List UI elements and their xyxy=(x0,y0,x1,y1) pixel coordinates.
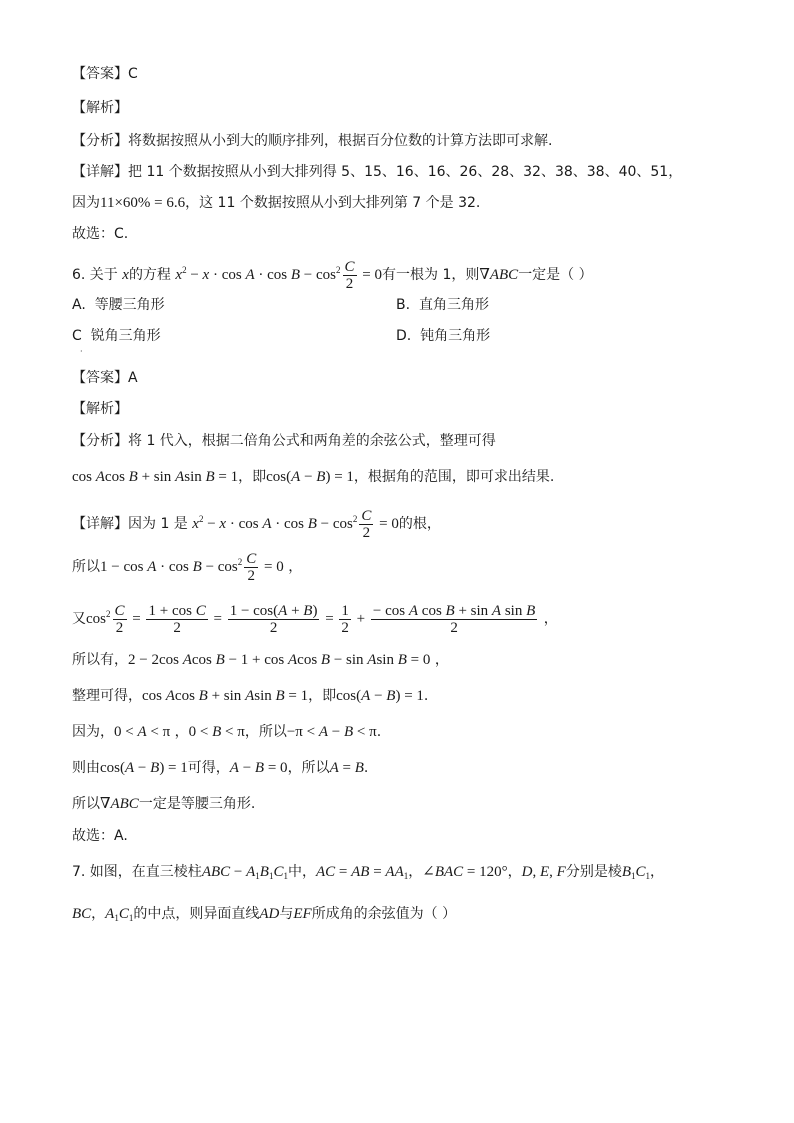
q6-analysis-title: 【解析】 xyxy=(72,401,128,417)
xj7-mid: 可得， xyxy=(187,760,230,776)
xiangjie-text: 把 11 个数据按照从小到大排列得 5、15、16、16、26、28、32、38、38、40、51， xyxy=(128,164,683,180)
fenxi2-mid: ，即 xyxy=(238,469,267,485)
q6-xj-line6: 因为，0 < A < π ，0 < B < π，所以−π < A − B < π. xyxy=(72,724,382,740)
q6-xj-line2: 所以$1 - \cos A \cdot \cos B - \cos^2$ $\frac{C}{2}$ = 0 ， xyxy=(72,551,303,584)
q6-xj-line8 xyxy=(72,794,255,814)
answer-value: A xyxy=(128,370,138,386)
option-d xyxy=(396,326,490,346)
option-d-label: D. xyxy=(396,328,412,344)
option-a-label: A. xyxy=(72,297,86,313)
xj1-pre: 因为 1 是 xyxy=(128,515,188,532)
option-a-text: 等腰三角形 xyxy=(94,297,165,313)
xj7-mid2: ，所以 xyxy=(287,760,330,776)
xj7-diff: A − B = 0 xyxy=(229,760,288,776)
q6-xj-line7: 则由cos(A − B) = 1可得，A − B = 0，所以A = B. xyxy=(72,760,369,776)
q6-stem-end: 一定是（ ） xyxy=(518,266,593,283)
option-b-label: B. xyxy=(396,297,411,313)
q6-xj-line5: 整理可得，cos Acos B + sin Asin B = 1，即cos(A − B) = 1. xyxy=(72,688,429,704)
triangle-abc-2: ∇ABC xyxy=(100,796,139,812)
q6-stem-mid: 的方程 xyxy=(128,266,171,283)
line-ef: EF xyxy=(293,906,312,922)
xiangjie-tag: 【详解】 xyxy=(72,164,128,180)
edge-bc: BC xyxy=(72,906,92,922)
xj7-cos: cos(A − B) = 1 xyxy=(100,760,188,776)
q7-stem-line2 xyxy=(72,904,456,928)
edge-equal: AC = AB = $AA_1$ xyxy=(315,864,409,881)
edge-a1c1: $A_1C_1$ xyxy=(105,906,134,923)
fenxi-text: 将数据按照从小到大的顺序排列，根据百分位数的计算方法即可求解. xyxy=(128,133,553,149)
fenxi-tag: 【分析】 xyxy=(72,433,128,449)
edge-b1c1: $B_1C_1$ xyxy=(621,864,651,881)
xj5-result: cos(A − B) = 1 xyxy=(336,688,424,704)
option-c xyxy=(72,326,161,346)
xj7-eq: A = B xyxy=(329,760,364,776)
xj2-equation: $1 - \cos A \cdot \cos B - \cos^2$ $\frac{C}{2}$ = 0 xyxy=(100,551,284,584)
q6-fenxi-line2 xyxy=(72,467,554,487)
var-x: x xyxy=(122,266,129,283)
xj3-equation: $\cos^2$ $\frac{C}{2}$ = $\frac{\text{1 + cos C}}{2}$ = $\frac{1 - \cos(A + B)}{2}$ = $\frac{1}{2}$ + $\frac{\text{− cos A cos B + sin A sin B}}{2}$ xyxy=(86,603,536,636)
fenxi-text: 将 1 代入，根据二倍角公式和两角差的余弦公式，整理可得 xyxy=(128,433,496,449)
q6-stem xyxy=(72,259,593,292)
option-b xyxy=(396,295,489,315)
xiangjie-tag: 【详解】 xyxy=(72,515,128,532)
range-b: 0 < B < π xyxy=(188,724,245,740)
answer-tag: 【答案】 xyxy=(72,370,128,386)
q6-answer-line xyxy=(72,368,138,388)
xj8-pre: 所以 xyxy=(72,796,100,812)
line-ad: AD xyxy=(259,906,280,922)
q5-fenxi-line xyxy=(72,131,552,151)
stray-dot: · xyxy=(80,347,83,356)
angle-bac: ∠BAC = 120° xyxy=(422,864,508,880)
xj2-pre: 所以 xyxy=(72,558,100,575)
calc-post: ，这 11 个数据按照从小到大排列第 7 个是 32. xyxy=(185,195,481,211)
q5-answer-line xyxy=(72,64,138,84)
xj3-pre: 又 xyxy=(72,610,86,627)
q7-line2-mid: ， xyxy=(91,906,106,922)
q6-xj-line3: 又$\cos^2$ $\frac{C}{2}$ = $\frac{\text{1 + cos C}}{2}$ = $\frac{1 - \cos(A + B)}{2}$ = $\frac{1}{2}$ + $\frac{\text{− cos A cos B + sin A sin B}}{2}$ ， xyxy=(72,603,558,636)
option-c-text: 锐角三角形 xyxy=(90,328,161,344)
xj4-pre: 所以有， xyxy=(72,652,128,668)
xj8-post: 一定是等腰三角形. xyxy=(138,796,256,812)
q7-stem-pre: 7. 如图，在直三棱柱 xyxy=(72,864,202,880)
xj4-equation: 2 − 2cos Acos B − 1 + cos Acos B − sin Asin B = 0 xyxy=(128,652,431,668)
q5-analysis-title: 【解析】 xyxy=(72,100,128,116)
q7-stem-mid4: 分别是棱 xyxy=(565,864,622,880)
q7-stem-mid2: ， xyxy=(408,864,423,880)
q7-line2-post: 所成角的余弦值为（ ） xyxy=(311,906,457,922)
prism: ABC − $A_1B_1C_1$ xyxy=(201,864,288,881)
xj1-equation: $x^2 - x \cdot \cos A \cdot \cos B - \cos^2$ $\frac{C}{2}$ = 0 xyxy=(192,508,399,541)
xj6-pre: 因为， xyxy=(72,724,114,740)
xj6-mid: ，所以 xyxy=(244,724,287,740)
q6-choose: 故选：A. xyxy=(72,828,128,844)
option-b-text: 直角三角形 xyxy=(418,297,489,313)
q5-calc-line xyxy=(72,193,480,213)
cos-diff: cos(A − B) = 1 xyxy=(266,469,354,485)
q7-line2-mid3: 与 xyxy=(279,906,294,922)
q6-stem-post: 有一根为 1，则 xyxy=(382,266,480,283)
range-a: 0 < A < π xyxy=(114,724,171,740)
answer-value: C xyxy=(128,66,138,82)
q6-xj-line4: 所以有，2 − 2cos Acos B − 1 + cos Acos B − sin Asin B = 0 ， xyxy=(72,652,449,668)
q5-xiangjie-line xyxy=(72,162,682,182)
xj5-equation: cos Acos B + sin Asin B = 1 xyxy=(142,688,309,704)
answer-tag: 【答案】 xyxy=(72,66,128,82)
calc-expression: 11×60% = 6.6 xyxy=(100,195,186,211)
xj1-post: 的根， xyxy=(398,515,441,532)
cos-identity: cos Acos B + sin Asin B = 1 xyxy=(72,469,239,485)
q7-line2-mid2: 的中点，则异面直线 xyxy=(133,906,260,922)
xj5-mid: ，即 xyxy=(308,688,337,704)
q7-stem-mid3: ， xyxy=(507,864,522,880)
q6-xj-line1 xyxy=(72,508,441,541)
option-d-text: 钝角三角形 xyxy=(420,328,491,344)
q6-fenxi-line xyxy=(72,431,496,451)
points-def: D, E, F xyxy=(521,864,566,880)
q7-stem-line1 xyxy=(72,862,664,886)
option-a xyxy=(72,295,165,315)
fenxi-tag: 【分析】 xyxy=(72,133,128,149)
fenxi2-post: ，根据角的范围，即可求出结果. xyxy=(353,469,555,485)
xj5-pre: 整理可得， xyxy=(72,688,142,704)
triangle-abc: ∇ABC xyxy=(479,266,519,283)
q6-equation: $x^2 - x \cdot \cos A \cdot \cos B - \cos^2$ $\frac{C}{2}$ = 0 xyxy=(175,259,382,292)
q5-choose: 故选：C. xyxy=(72,226,129,242)
option-c-label: C xyxy=(72,328,82,344)
calc-pre: 因为 xyxy=(72,195,100,211)
range-diff: −π < A − B < π xyxy=(286,724,377,740)
q7-stem-mid: 中， xyxy=(287,864,316,880)
q6-stem-pre: 6. 关于 xyxy=(72,266,118,283)
q7-stem-end: ， xyxy=(650,864,665,880)
xj7-pre: 则由 xyxy=(72,760,100,776)
